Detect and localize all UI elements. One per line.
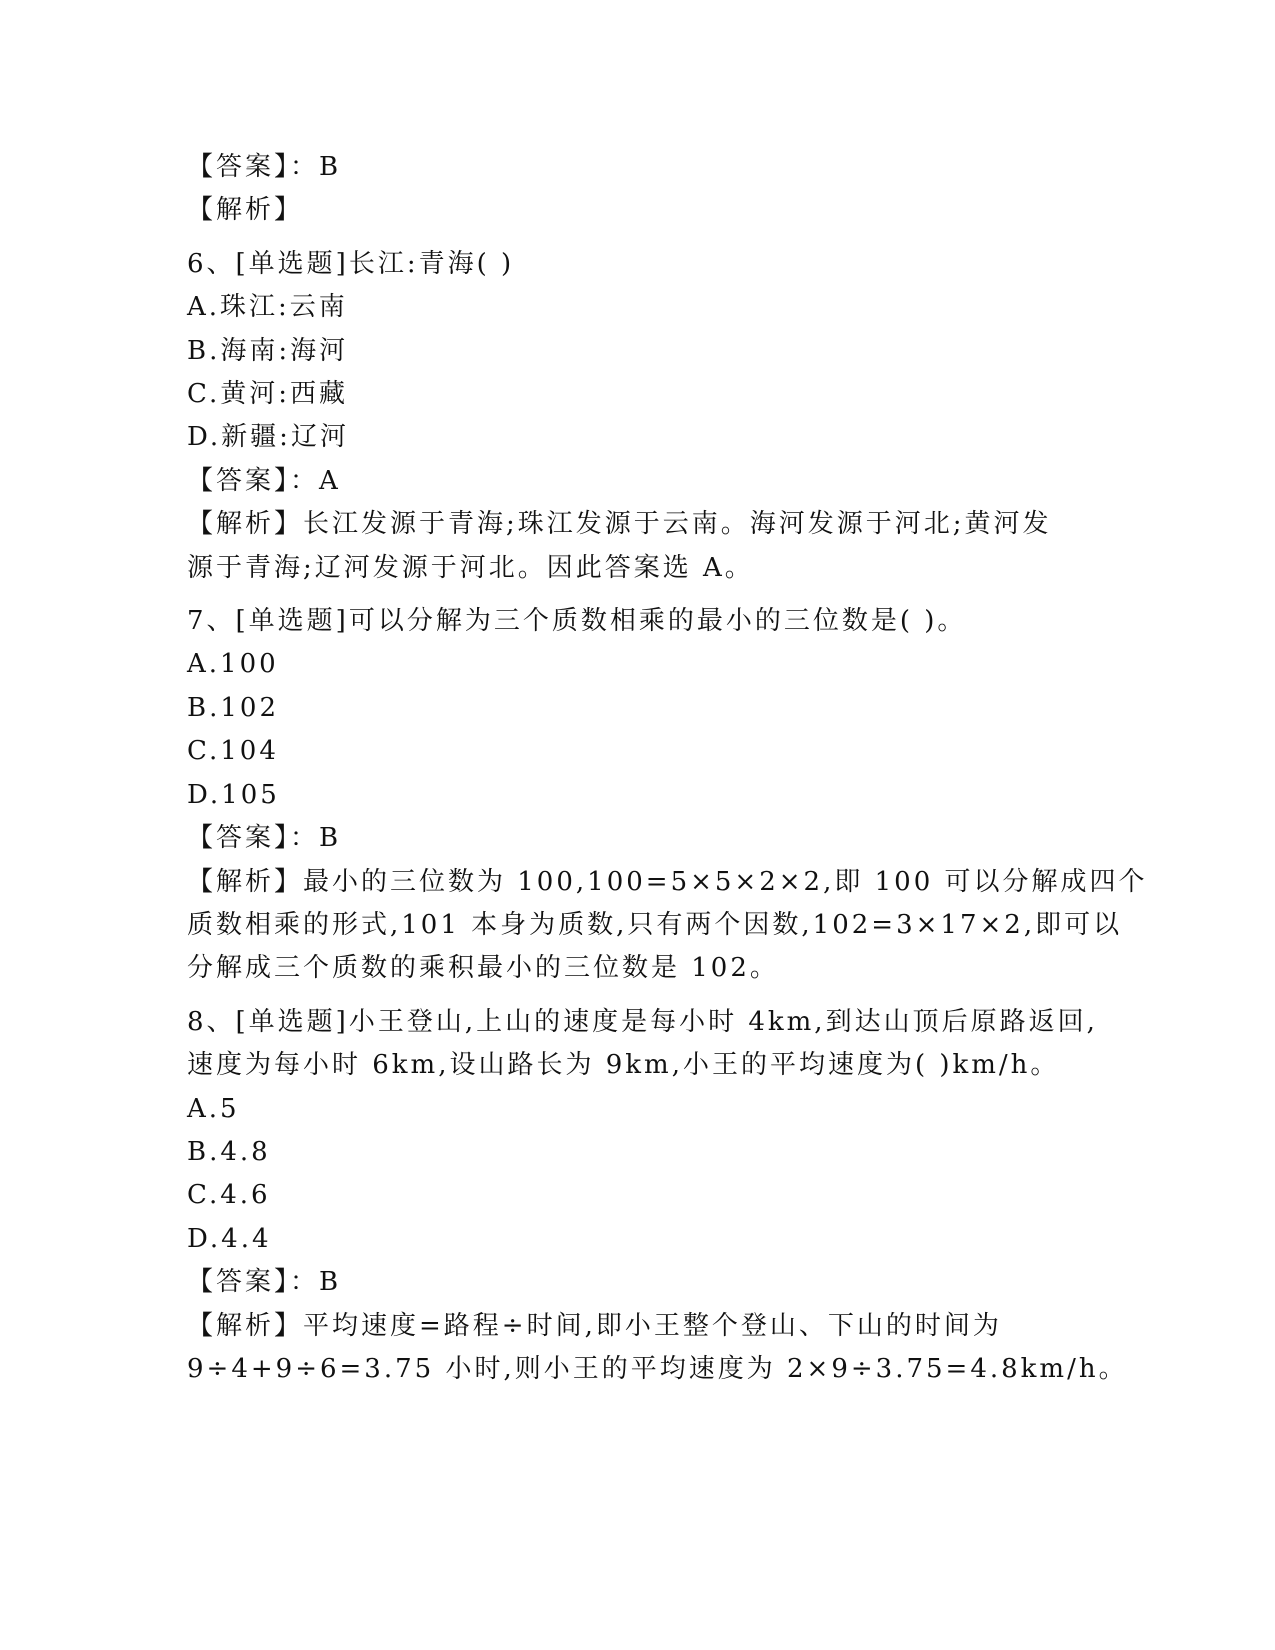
analysis-line-3: 分解成三个质数的乘积最小的三位数是 102。 <box>187 953 779 984</box>
option-d: D.新疆:辽河 <box>187 422 349 453</box>
option-a: A.珠江:云南 <box>187 292 348 323</box>
option-a: A.5 <box>187 1093 240 1124</box>
previous-question-tail <box>187 146 1087 233</box>
question-8 <box>187 1001 1128 1392</box>
answer-line: 【答案】：B <box>187 152 342 182</box>
analysis-line-2: 9÷4+9÷6=3.75 小时,则小王的平均速度为 2×9÷3.75=4.8km/h。 <box>187 1353 1128 1384</box>
question-6 <box>187 243 1087 590</box>
answer-line: 【答案】：B <box>187 823 342 854</box>
option-b: B.4.8 <box>187 1136 271 1167</box>
option-c: C.104 <box>187 736 279 767</box>
question-stem-line-1: 8、[单选题]小王登山,上山的速度是每小时 4km,到达山顶后原路返回, <box>187 1006 1098 1037</box>
analysis-line: 【解析】 <box>187 195 304 226</box>
option-b: B.海南:海河 <box>187 335 349 366</box>
option-d: D.4.4 <box>187 1223 272 1254</box>
analysis-line-1: 【解析】长江发源于青海;珠江发源于云南。海河发源于河北;黄河发 <box>187 509 1052 540</box>
analysis-line-2: 质数相乘的形式,101 本身为质数,只有两个因数,102=3×17×2,即可以 <box>187 909 1123 940</box>
option-b: B.102 <box>187 692 279 723</box>
question-stem: 6、[单选题]长江:青海( ) <box>187 248 515 279</box>
analysis-line-1: 【解析】最小的三位数为 100,100=5×5×2×2,即 100 可以分解成四个 <box>187 866 1148 897</box>
question-7 <box>187 600 1148 991</box>
document-content <box>187 146 1148 1391</box>
option-a: A.100 <box>187 649 279 680</box>
option-c: C.黄河:西藏 <box>187 379 348 410</box>
analysis-line-1: 【解析】平均速度=路程÷时间,即小王整个登山、下山的时间为 <box>187 1310 1002 1341</box>
analysis-line-2: 源于青海;辽河发源于河北。因此答案选 A。 <box>187 552 754 583</box>
option-c: C.4.6 <box>187 1180 271 1211</box>
answer-line: 【答案】：B <box>187 1267 342 1298</box>
question-stem-line-2: 速度为每小时 6km,设山路长为 9km,小王的平均速度为( )km/h。 <box>187 1050 1060 1081</box>
question-stem: 7、[单选题]可以分解为三个质数相乘的最小的三位数是( )。 <box>187 606 967 637</box>
answer-line: 【答案】：A <box>187 465 341 496</box>
option-d: D.105 <box>187 779 280 810</box>
